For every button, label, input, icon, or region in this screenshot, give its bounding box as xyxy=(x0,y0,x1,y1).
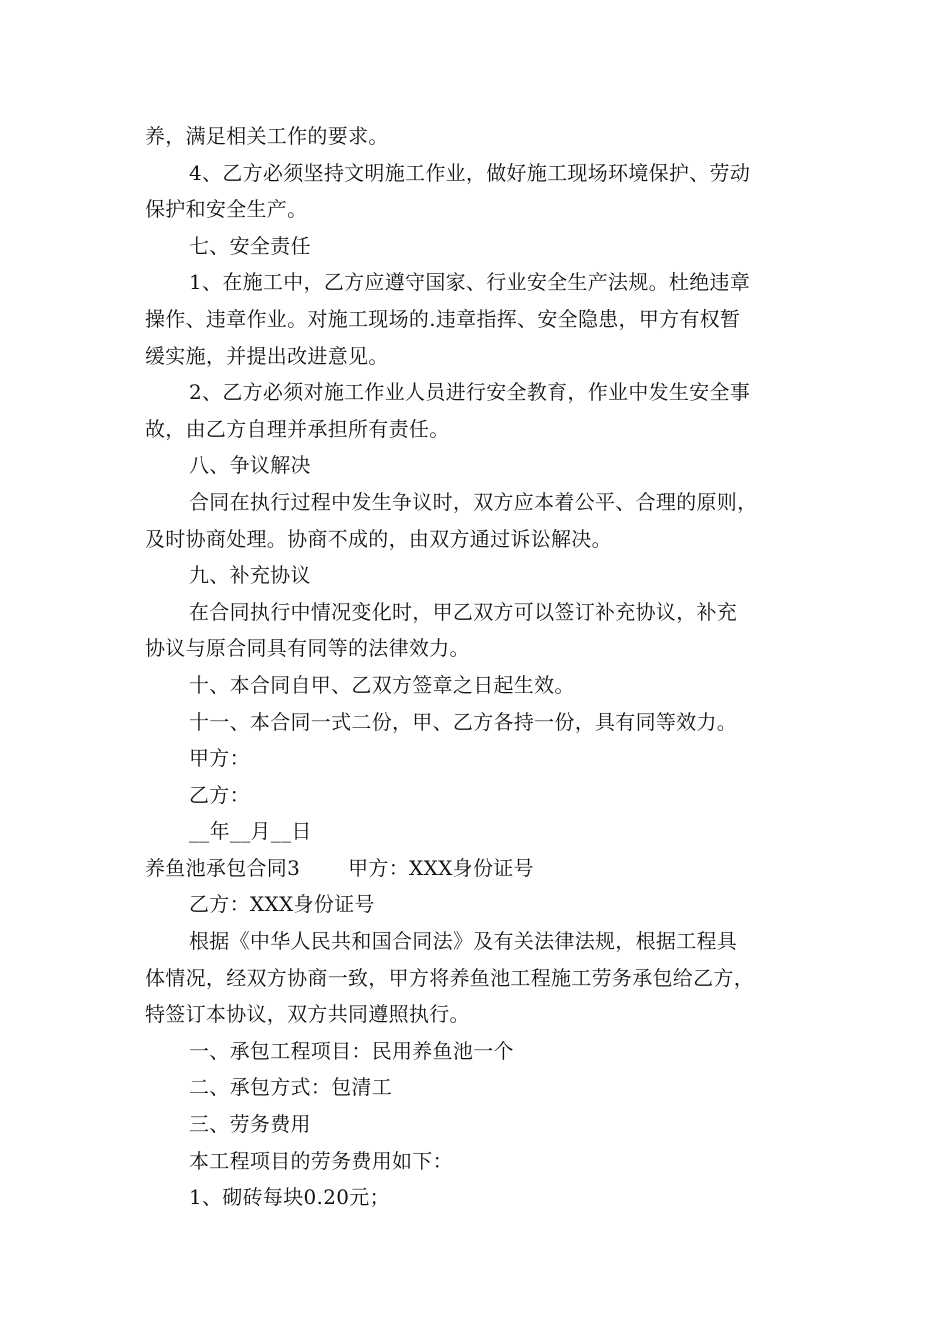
paragraph-line: 1、在施工中，乙方应遵守国家、行业安全生产法规。杜绝违章 xyxy=(189,270,751,295)
paragraph-line: 十一、本合同一式二份，甲、乙方各持一份，具有同等效力。 xyxy=(189,709,738,734)
section-heading: 二、承包方式：包清工 xyxy=(189,1075,392,1100)
paragraph-line: 故，由乙方自理并承担所有责任。 xyxy=(145,416,450,441)
paragraph-line: 根据《中华人民共和国合同法》及有关法律法规，根据工程具 xyxy=(189,929,738,954)
paragraph-line: 本工程项目的劳务费用如下： xyxy=(189,1148,453,1173)
section-heading: 九、补充协议 xyxy=(189,563,311,588)
party-b-signature: 乙方： xyxy=(189,782,250,807)
paragraph-line: 协议与原合同具有同等的法律效力。 xyxy=(145,636,470,661)
contract-title: 养鱼池承包合同3 xyxy=(145,855,301,880)
date-line: __年__月__日 xyxy=(189,819,312,844)
paragraph-line: 2、乙方必须对施工作业人员进行安全教育，作业中发生安全事 xyxy=(189,380,751,405)
paragraph-line: 体情况，经双方协商一致，甲方将养鱼池工程施工劳务承包给乙方， xyxy=(145,965,754,990)
party-a-line: 甲方：XXX身份证号 xyxy=(348,855,534,880)
section-heading: 八、争议解决 xyxy=(189,453,311,478)
paragraph-line: 1、砌砖每块0.20元； xyxy=(189,1185,390,1210)
section-heading: 一、承包工程项目：民用养鱼池一个 xyxy=(189,1038,514,1063)
paragraph-line: 及时协商处理。协商不成的，由双方通过诉讼解决。 xyxy=(145,526,612,551)
paragraph-line: 缓实施，并提出改进意见。 xyxy=(145,343,389,368)
paragraph-line: 4、乙方必须坚持文明施工作业，做好施工现场环境保护、劳动 xyxy=(189,160,751,185)
paragraph-line: 特签订本协议，双方共同遵照执行。 xyxy=(145,1002,470,1027)
party-a-signature: 甲方： xyxy=(189,746,250,771)
document-body xyxy=(145,118,835,1216)
paragraph-line: 十、本合同自甲、乙双方签章之日起生效。 xyxy=(189,672,575,697)
section-heading: 三、劳务费用 xyxy=(189,1112,311,1137)
paragraph-line: 合同在执行过程中发生争议时，双方应本着公平、合理的原则， xyxy=(189,489,758,514)
party-b-line: 乙方：XXX身份证号 xyxy=(189,892,375,917)
contract-title-line xyxy=(145,850,835,887)
paragraph-line: 操作、违章作业。对施工现场的.违章指挥、安全隐患，甲方有权暂 xyxy=(145,306,741,331)
paragraph-line: 保护和安全生产。 xyxy=(145,197,308,222)
section-heading: 七、安全责任 xyxy=(189,233,311,258)
paragraph-line: 在合同执行中情况变化时，甲乙双方可以签订补充协议，补充 xyxy=(189,599,738,624)
paragraph-line: 养，满足相关工作的要求。 xyxy=(145,124,389,148)
